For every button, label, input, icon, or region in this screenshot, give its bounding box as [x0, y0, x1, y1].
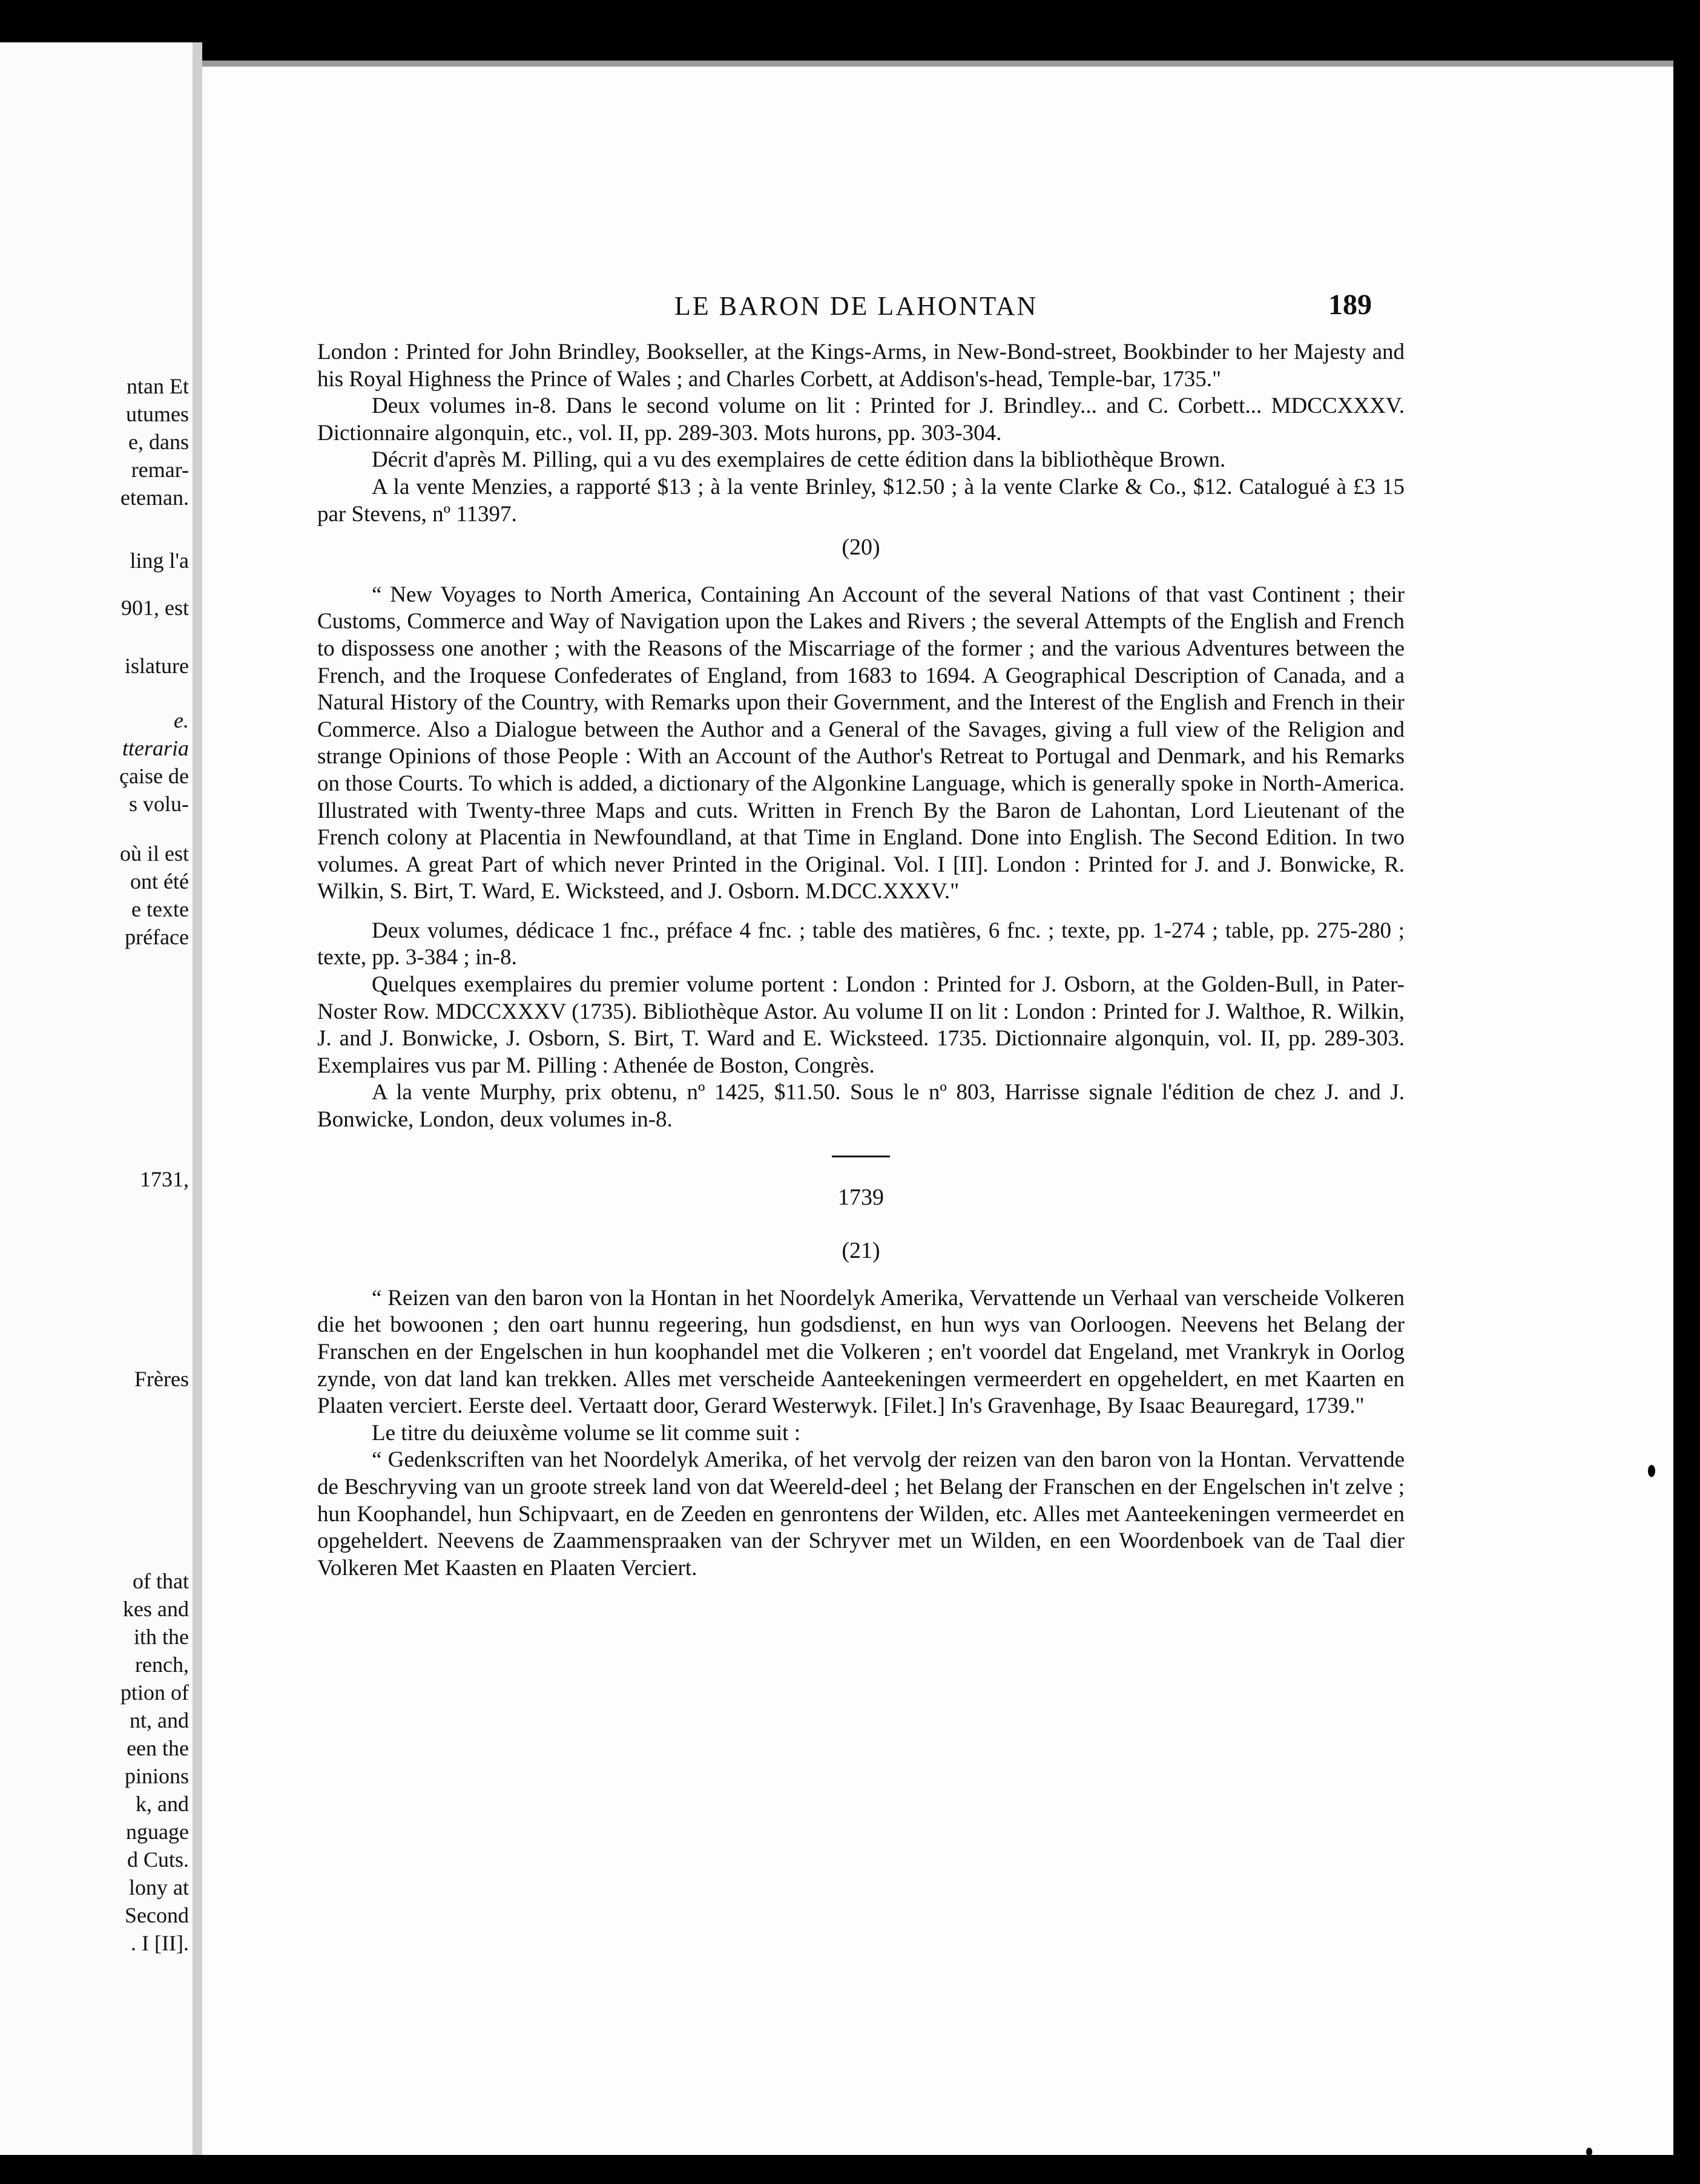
left-fragment: tteraria — [122, 736, 189, 760]
left-fragment: pinions — [124, 1764, 189, 1788]
paragraph: “ New Voyages to North America, Containing An Account of the several Nations of that vast Continent ; their Customs, Commerce and Way of Navigation upon the Lakes and Rivers ; the several Attempts of the English and French to dispossess one another ; with the Reasons of the Miscarriage of the former ; and the various Adventures between the French, and the Iroquese Confederates of England, from 1683 to 1694. A Geographical Description of Canada, and a Natural History of the Country, with Remarks upon their Government, and the Interest of the English and French in their Commerce. Also a Dialogue between the Author and a General of the Savages, giving a full view of the Religion and strange Opinions of those People : With an Account of the Author's Retreat to Portugal and Denmark, and his Remarks on those Courts. To which is added, a dictionary of the Algonkine Language, which is generally spoke in North-America. Illustrated with Twenty-three Maps and cuts. Written in French By the Baron de Lahontan, Lord Lieutenant of the French colony at Placentia in Newfoundland, at that Time in England. Done into English. The Second Edition. In two volumes. A great Part of which never Printed in the Original. Vol. I [II]. London : Printed for J. and J. Bonwicke, R. Wilkin, S. Birt, T. Ward, E. Wicksteed, and J. Osborn. M.DCC.XXXV." — [317, 582, 1405, 904]
left-fragment: remar- — [131, 458, 189, 482]
left-fragment: e, dans — [128, 430, 189, 454]
page-number: 189 — [1328, 289, 1372, 321]
left-fragment: e texte — [131, 897, 189, 921]
paragraph: “ Reizen van den baron von la Hontan in het Noordelyk Amerika, Vervattende un Verhaal van verscheide Volkeren die het bowoonen ; den oart hunnu regeering, hun godsdienst, en hun wys van Oorloogen. Neevens het Belang der Franschen en der Engelschen in hun koophandel met die Volkeren ; en't voordel dat Engeland, met Vrankryk in Oorlog zynde, von dat land kan trekken. Alles met verscheide Aanteekeningen vermeerdert en opgeheldert, en met Kaarten en Plaaten verciert. Eerste deel. Vertaatt door, Gerard Westerwyk. [Filet.] In's Gravenhage, By Isaac Beauregard, 1739." — [317, 1285, 1405, 1419]
book-page — [202, 67, 1673, 2155]
year-heading: 1739 — [838, 1184, 884, 1210]
left-fragment: où il est — [120, 841, 189, 866]
left-fragment: nt, and — [130, 1708, 189, 1732]
book-gutter — [193, 42, 202, 2155]
left-fragment: lony at — [129, 1875, 189, 1899]
left-fragment: eteman. — [120, 485, 189, 510]
left-fragment: utumes — [126, 402, 189, 426]
left-fragment: islature — [125, 654, 189, 678]
paragraph: Quelques exemplaires du premier volume portent : London : Printed for J. Osborn, at the Golden-Bull, in Pater-Noster Row. MDCCXXXV (1735). Bibliothèque Astor. Au volume II on lit : London : Printed for J. Walthoe, R. Wilkin, J. and J. Bonwicke, J. Osborn, S. Birt, T. Ward and E. Wicksteed. 1735. Dictionnaire algonquin, vol. II, pp. 289-303. Exemplaires vus par M. Pilling : Athenée de Boston, Congrès. — [317, 972, 1405, 1078]
left-fragment: d Cuts. — [127, 1847, 189, 1872]
left-fragment: k, and — [136, 1792, 189, 1816]
left-fragment: ont été — [130, 869, 189, 893]
left-fragment: Frères — [134, 1367, 189, 1391]
spacer — [317, 570, 1405, 582]
left-fragment: ith the — [134, 1625, 189, 1649]
spacer — [317, 906, 1405, 918]
left-fragment: s volu- — [129, 792, 189, 816]
left-fragment: nguage — [126, 1820, 189, 1844]
running-title: LE BARON DE LAHONTAN — [674, 291, 1038, 321]
left-fragment: of that — [133, 1569, 189, 1593]
left-fragment: 1731, — [140, 1167, 189, 1191]
paragraph: Décrit d'après M. Pilling, qui a vu des exemplaires de cette édition dans la bibliothèque Brown. — [372, 447, 1226, 473]
left-fragment: préface — [125, 925, 189, 949]
scan-border — [1673, 42, 1700, 2184]
paragraph: Deux volumes, dédicace 1 fnc., préface 4 fnc. ; table des matières, 6 fnc. ; texte, pp. 1-274 ; table, pp. 275-280 ; texte, pp. 3-384 ; in-8. — [317, 918, 1405, 970]
left-fragment: rench, — [135, 1653, 189, 1677]
paragraph: London : Printed for John Brindley, Bookseller, at the Kings-Arms, in New-Bond-street, Bookbinder to her Majesty and his Royal Highness the Prince of Wales ; and Charles Corbett, at Addison's-head, Temple-bar, 1735." — [317, 340, 1405, 392]
paragraph: A la vente Menzies, a rapporté $13 ; à la vente Brinley, $12.50 ; à la vente Clarke & Co., $12. Catalogué à £3 15 par Stevens, nº 11397. — [317, 474, 1405, 527]
spacer — [317, 1219, 1405, 1231]
paragraph: “ Gedenkscriften van het Noordelyk Amerika, of het vervolg der reizen van den baron von la Hontan. Vervattende de Beschryving van un groote streek land von dat Weereld-deel ; het Belang der Franschen en der Engelschen in't zelve ; hun Koophandel, hun Schipvaart, en de Zeeden en genrontens der Wilden, etc. Alles met Aanteekeningen vermeerdet en opgeheldert. Neevens de Zaammenspraaken van der Schryver met un Wilden, en een Woordenboek van de Taal dier Volkeren Met Kaasten en Plaaten Verciert. — [317, 1447, 1405, 1580]
left-fragment: Second — [125, 1903, 189, 1927]
left-fragment: ling l'a — [130, 548, 189, 573]
left-fragment: e. — [174, 708, 189, 732]
left-fragment: ption of — [120, 1680, 189, 1705]
scan-speck — [1648, 1465, 1655, 1477]
entry-number: (21) — [842, 1238, 880, 1264]
left-fragment: kes and — [123, 1597, 189, 1621]
left-fragment: 901, est — [121, 596, 189, 620]
running-header — [202, 291, 1673, 327]
section-rule — [832, 1156, 890, 1157]
left-fragment: . I [II]. — [131, 1931, 189, 1955]
facing-page-fragment — [0, 42, 193, 2155]
left-fragment: çaise de — [119, 764, 189, 788]
left-fragment: ntan Et — [127, 374, 189, 398]
paragraph: Deux volumes in-8. Dans le second volume on lit : Printed for J. Brindley... and C. Corbett... MDCCXXXV. Dictionnaire algonquin, etc., vol. II, pp. 289-303. Mots hurons, pp. 303-304. — [317, 393, 1405, 446]
scan-speck — [1586, 2148, 1592, 2156]
paragraph: A la vente Murphy, prix obtenu, nº 1425, $11.50. Sous le nº 803, Harrisse signale l'édition de chez J. and J. Bonwicke, London, deux volumes in-8. — [317, 1080, 1405, 1133]
page-body — [317, 339, 1405, 1582]
spacer — [317, 1273, 1405, 1285]
entry-number: (20) — [842, 534, 880, 561]
paragraph: Le titre du deiuxème volume se lit comme suit : — [372, 1420, 800, 1446]
left-fragment: een the — [127, 1736, 189, 1760]
